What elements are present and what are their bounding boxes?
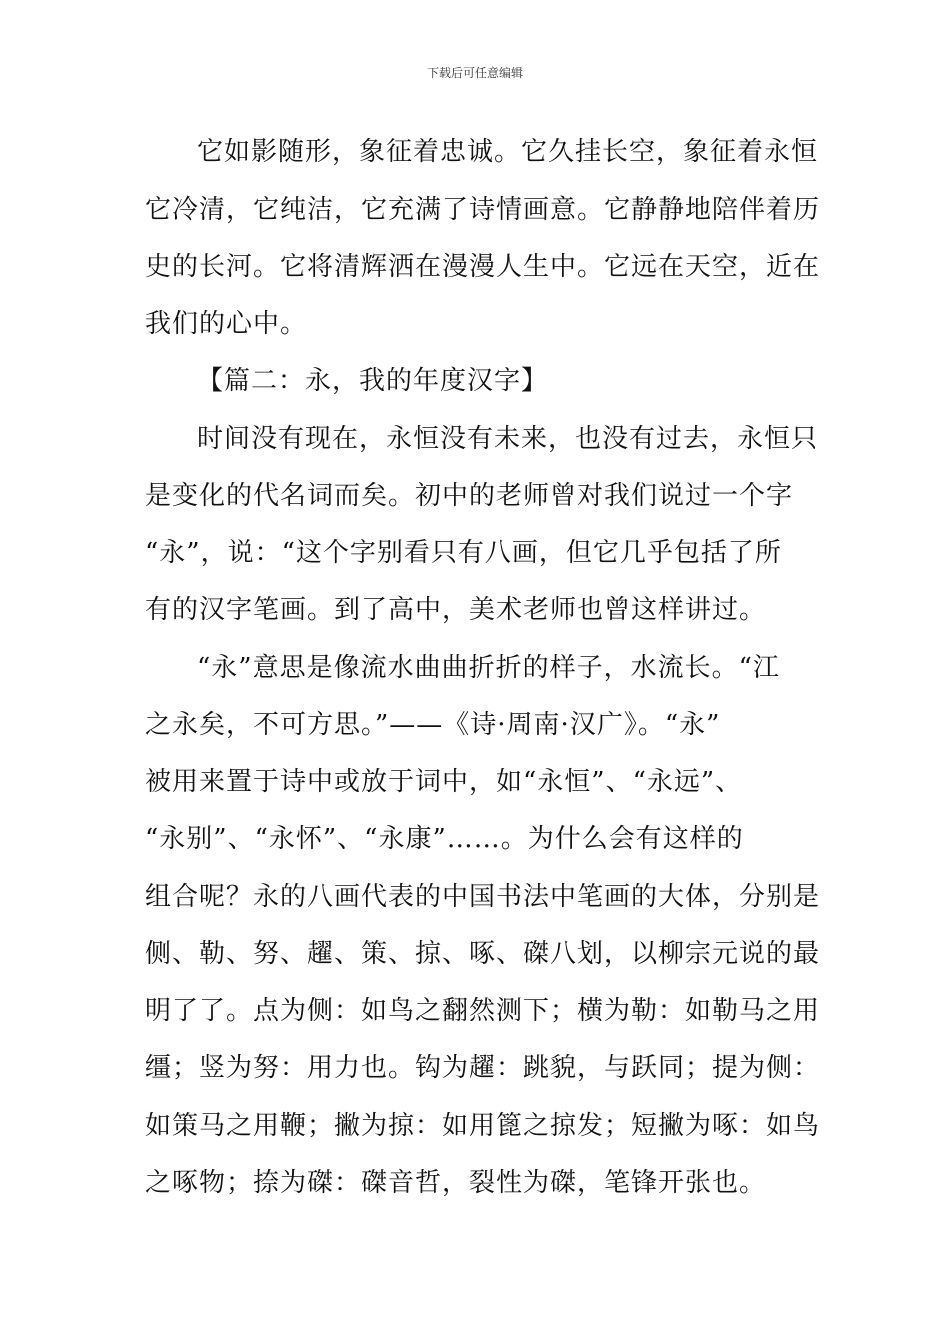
text-line-4: 我们的心中。 [145, 309, 308, 339]
text-line-18: 如策马之用鞭；撇为掠：如用篦之掠发；短撇为啄：如鸟 [145, 1111, 821, 1141]
text-line-9: 有的汉字笔画。到了高中，美术老师也曾这样讲过。 [145, 595, 767, 625]
text-line-13: “永别”、“永怀”、“永康”……。为什么会有这样的 [145, 824, 744, 854]
text-line-16: 明了了。点为侧：如鸟之翻然测下；横为勒：如勒马之用 [145, 996, 821, 1026]
text-line-7: 是变化的代名词而矣。初中的老师曾对我们说过一个字 [145, 481, 794, 511]
text-line-8: “永”，说：“这个字别看只有八画，但它几乎包括了所 [145, 538, 782, 568]
text-line-3: 史的长河。它将清辉洒在漫漫人生中。它远在天空，近在 [145, 252, 821, 282]
page-header: 下载后可任意编辑 [426, 66, 523, 80]
text-line-6: 时间没有现在，永恒没有未来，也没有过去，永恒只 [197, 424, 819, 454]
text-line-1: 它如影随形，象征着忠诚。它久挂长空，象征着永恒 [197, 137, 819, 167]
text-line-12: 被用来置于诗中或放于词中，如“永恒”、“永远”、 [145, 767, 743, 797]
text-line-14: 组合呢？永的八画代表的中国书法中笔画的大体，分别是 [145, 882, 821, 912]
text-line-15: 侧、勒、努、趯、策、掠、啄、磔八划，以柳宗元说的最 [145, 939, 821, 969]
text-line-11: 之永矣，不可方思。”——《诗·周南·汉广》。“永” [145, 710, 721, 740]
text-line-2: 它冷清，它纯洁，它充满了诗情画意。它静静地陪伴着历 [145, 195, 821, 225]
text-line-10: “永”意思是像流水曲曲折折的样子，水流长。“江 [197, 653, 780, 683]
section-heading: 【篇二：永，我的年度汉字】 [197, 366, 549, 396]
text-line-17: 缰；竖为努：用力也。钩为趯：跳貌，与跃同；提为侧： [145, 1053, 821, 1083]
text-line-19: 之啄物；捺为磔：磔音哲，裂性为磔，笔锋开张也。 [145, 1168, 767, 1198]
